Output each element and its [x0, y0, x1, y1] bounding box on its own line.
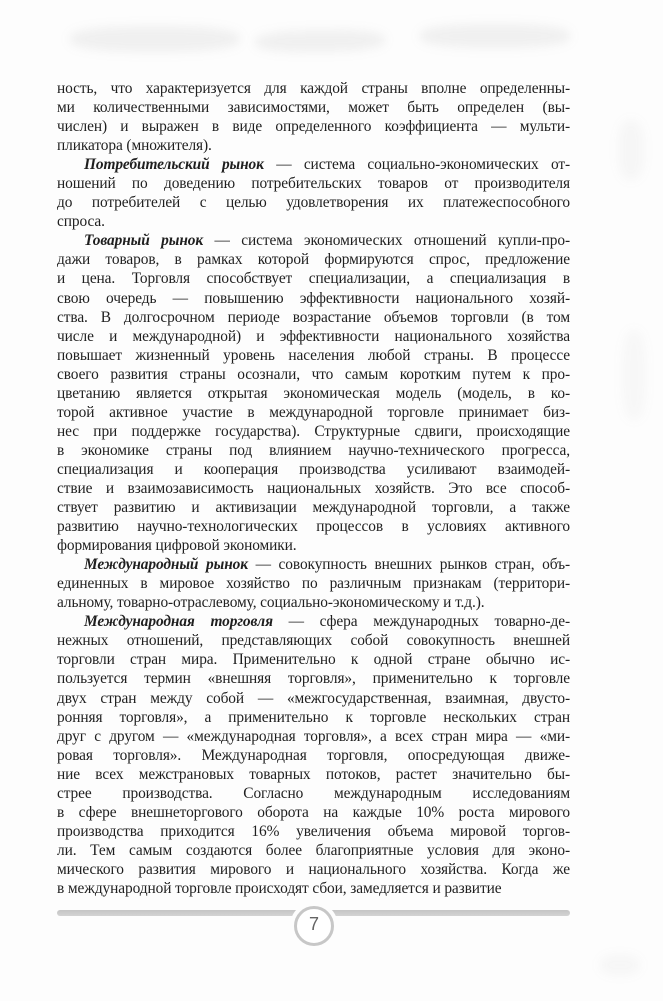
text-line: нес при поддержке государства). Структурные сдвиги, происходящие	[57, 422, 570, 440]
text-line: ние всех межстрановых товарных потоков, растет значительно бы-	[57, 765, 570, 783]
text-line: нежных отношений, представляющих собой совокупность внешней	[57, 632, 570, 650]
scan-artifact	[600, 955, 640, 975]
text-line: до потребителей с целью удовлетворения их платежеспособного	[57, 194, 570, 212]
text-line: ность, что характеризуется для каждой страны вполне определенны-	[57, 80, 570, 97]
text-line: своего развития страны осознали, что самым коротким путем к про-	[57, 365, 570, 383]
term-bold-italic: Международный рынок	[84, 556, 248, 574]
text-line: формирования цифровой экономики.	[57, 537, 297, 555]
text-line: ровая торговля». Международная торговля, опосредующая движе-	[57, 746, 570, 764]
text-line: повышает жизненный уровень населения любой страны. В процессе	[57, 346, 570, 364]
text-line: и цена. Торговля способствует специализации, а специализация в	[57, 270, 570, 288]
text-line: числе и международной) и эффективности национального хозяйства	[57, 327, 570, 345]
text-line: стрее производства. Согласно международным исследованиям	[57, 784, 570, 802]
page-number: 7	[308, 913, 319, 934]
text-line: ствует развитию и активизации международной торговли, а также	[57, 499, 570, 517]
text-line: специализация и кооперация производства усиливают взаимодей-	[57, 460, 570, 478]
text-line: спроса.	[57, 213, 105, 231]
text-line: числен) и выражен в виде определенного коэффициента — мульти-	[57, 118, 570, 136]
text-line: Потребительский рынок — система социально-экономических от-	[84, 156, 570, 174]
text-line: цветанию является открытая экономическая модель (модель, в ко-	[57, 384, 570, 402]
paragraph	[57, 612, 570, 898]
paragraph	[57, 79, 570, 155]
text-line: единенных в мировое хозяйство по различным признакам (территори-	[57, 575, 570, 593]
text-block	[57, 79, 570, 898]
text-line: пользуется термин «внешняя торговля», применительно к торговле	[57, 670, 570, 688]
text-line: ношений по доведению потребительских товаров от производителя	[57, 175, 570, 193]
text-line: мического развития мирового и национального хозяйства. Когда же	[57, 860, 570, 878]
text-line: в сфере внешнеторгового оборота на каждые 10% роста мирового	[57, 803, 570, 821]
text-line: альному, товарно-отраслевому, социально-экономическому и т.д.).	[57, 594, 485, 612]
paragraph	[57, 555, 570, 612]
text-line: торой активное участие в международной торговле принимает биз-	[57, 403, 570, 421]
text-line: дажи товаров, в рамках которой формируются спрос, предложение	[57, 251, 570, 269]
scan-artifact	[70, 26, 240, 52]
paragraph	[57, 231, 570, 555]
text-line: ствие и взаимозависимость национальных хозяйств. Это все способ-	[57, 479, 570, 497]
text-line: развитию научно-технологических процессов в условиях активного	[57, 518, 570, 536]
paragraph	[57, 155, 570, 231]
term-bold-italic: Международная торговля	[84, 613, 273, 631]
text-line: Товарный рынок — система экономических отношений купли-про-	[84, 232, 570, 250]
text-line: в экономике страны под влиянием научно-технического прогресса,	[57, 441, 570, 459]
text-line: пликатора (множителя).	[57, 137, 212, 155]
text-line: двух стран между собой — «межгосударственная, взаимная, двусто-	[57, 689, 570, 707]
scan-artifact	[622, 330, 646, 420]
text-line: ронняя торговля», а применительно к торговле нескольких стран	[57, 708, 570, 726]
text-line: свою очередь — повышению эффективности национального хозяй-	[57, 289, 570, 307]
text-line: Международная торговля — сфера международных товарно-де-	[84, 613, 570, 631]
scan-artifact	[255, 29, 385, 53]
page-number-badge	[294, 906, 334, 946]
text-line: Международный рынок — совокупность внешних рынков стран, объ-	[84, 556, 570, 574]
text-line: ми количественными зависимостями, может быть определен (вы-	[57, 99, 570, 117]
text-line: в международной торговле происходят сбои, замедляется и развитие	[57, 879, 502, 897]
term-bold-italic: Потребительский рынок	[84, 156, 264, 174]
text-line: ства. В долгосрочном периоде возрастание объемов торговли (в том	[57, 308, 570, 326]
text-line: ли. Тем самым создаются более благоприятные условия для эконо-	[57, 841, 570, 859]
text-line: производства приходится 16% увеличения объема мировой торгов-	[57, 822, 570, 840]
scan-artifact	[618, 120, 644, 180]
term-bold-italic: Товарный рынок	[84, 232, 204, 250]
scan-artifact	[420, 24, 570, 48]
text-line: друг с другом — «международная торговля», а всех стран мира — «ми-	[57, 727, 570, 745]
text-line: торговли стран мира. Применительно к одной стране обычно ис-	[57, 651, 570, 669]
